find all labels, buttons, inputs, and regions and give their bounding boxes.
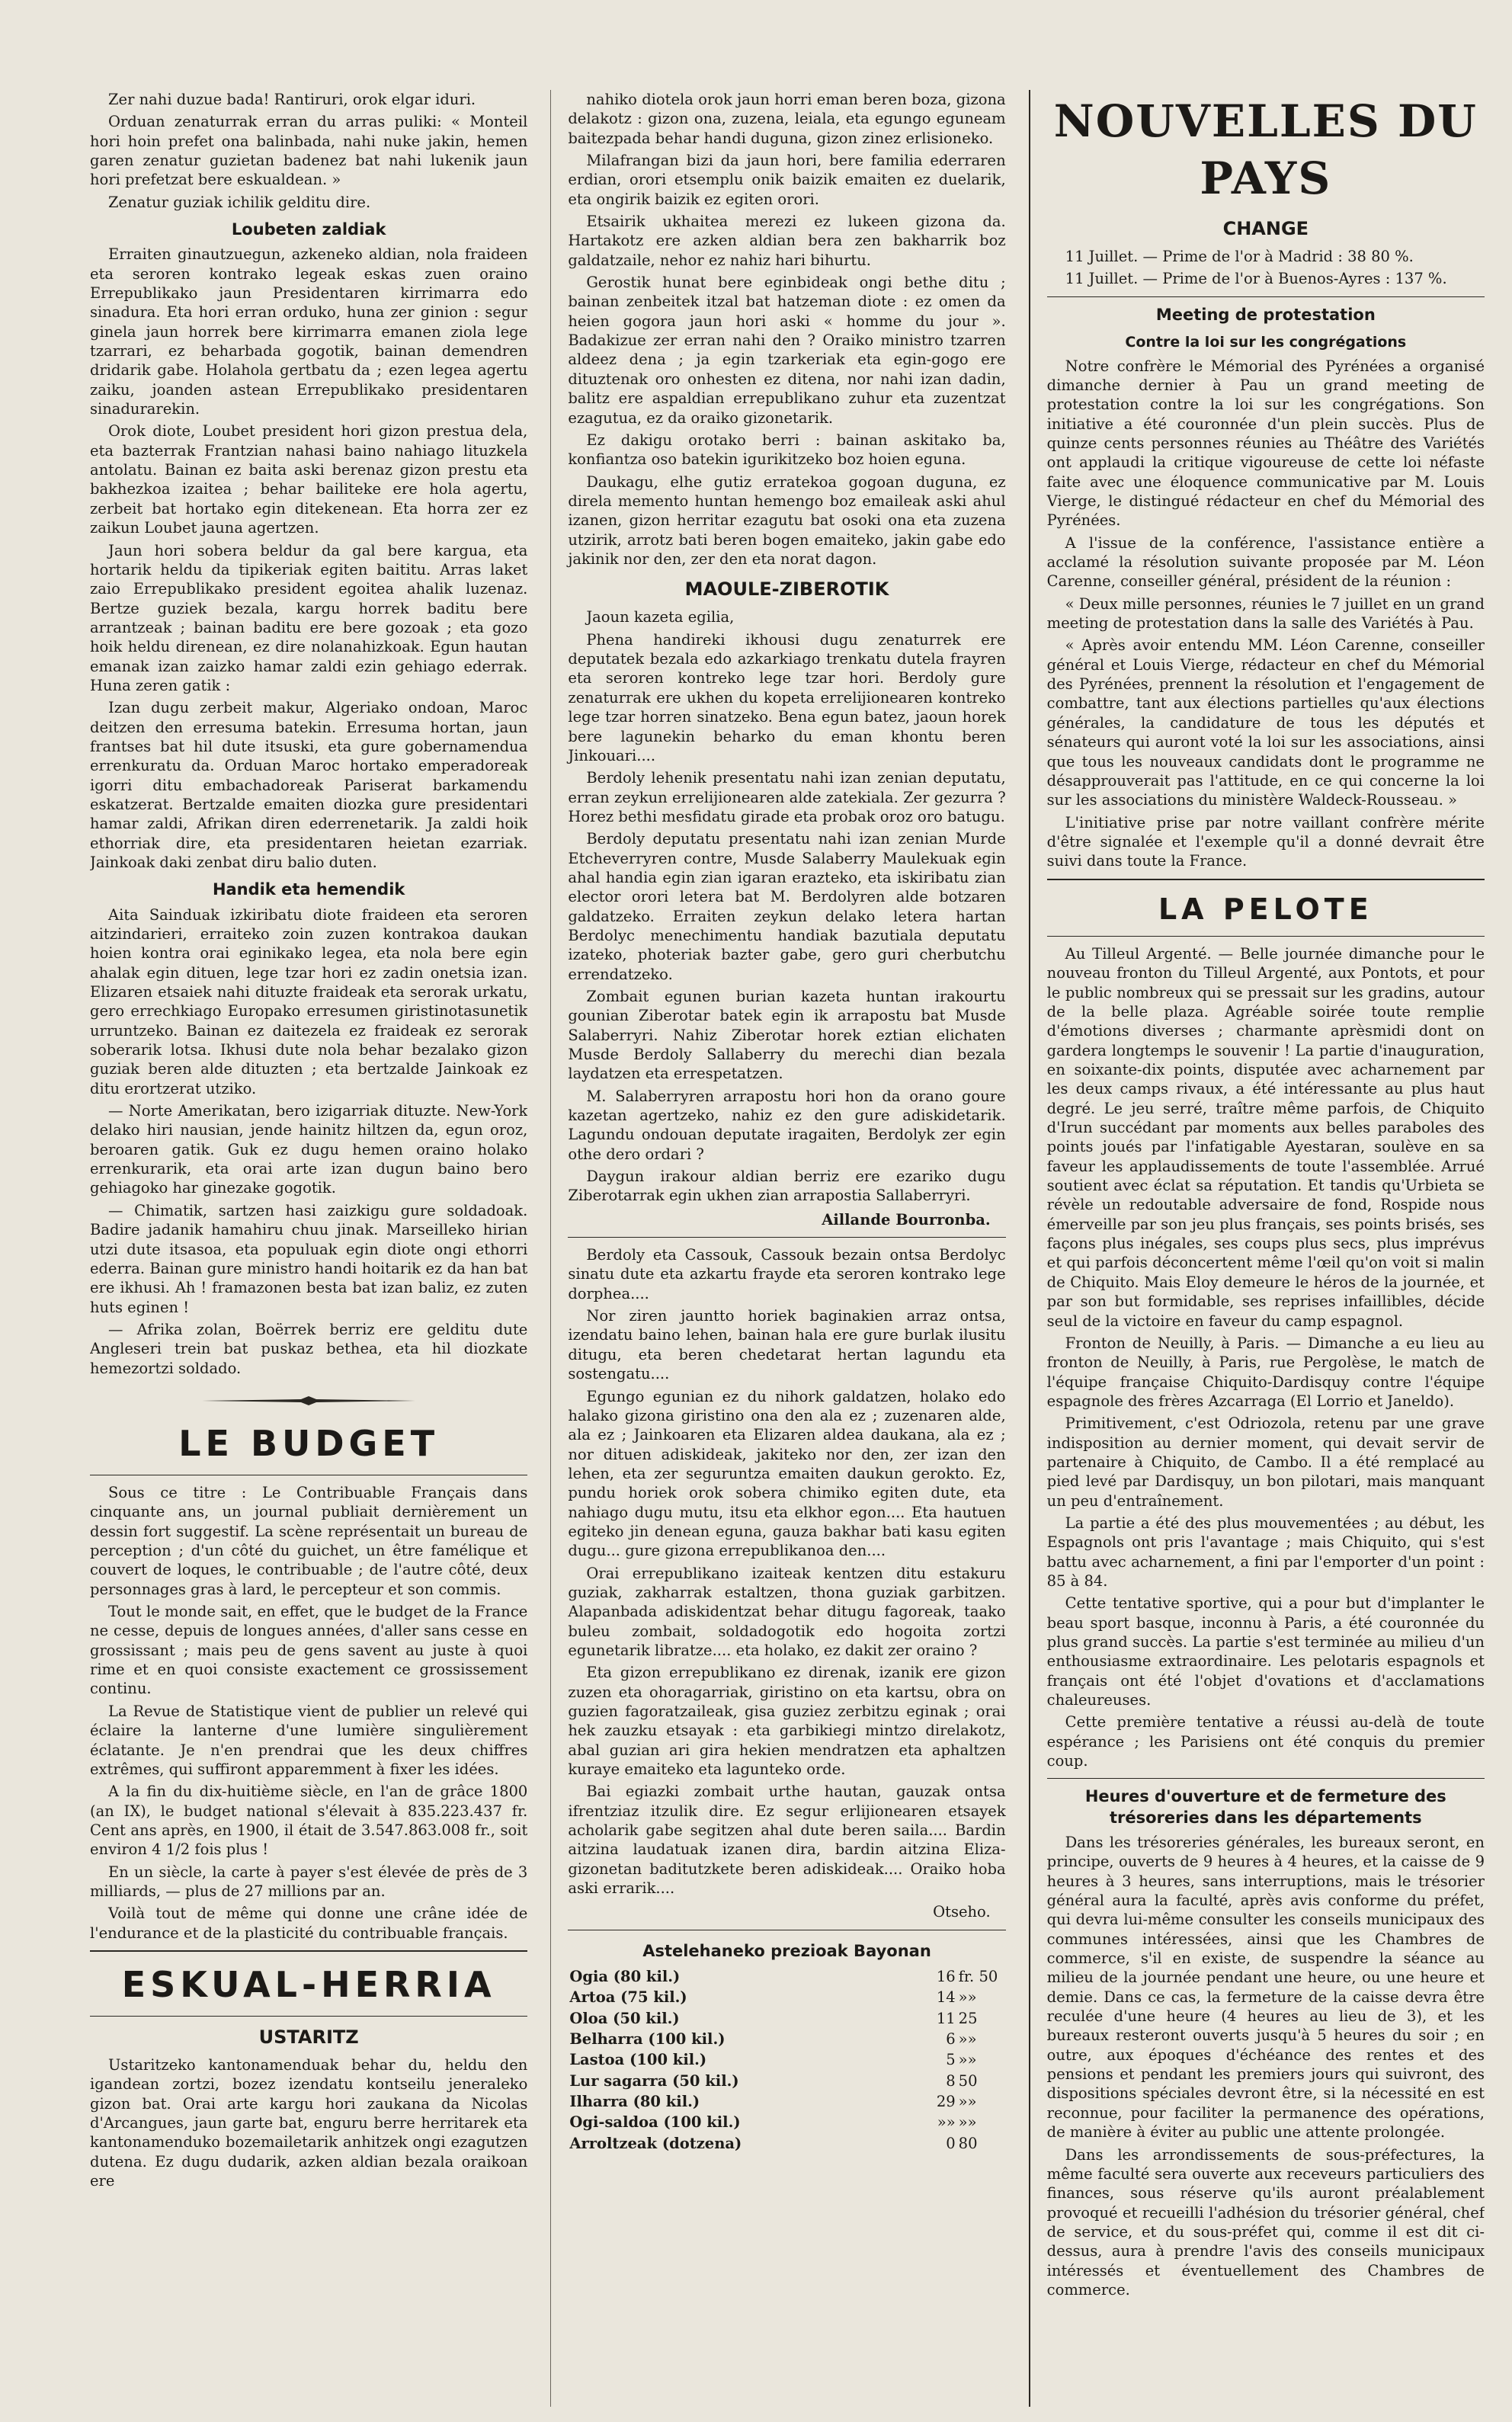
table-row <box>568 2112 1005 2132</box>
paragraph: Sous ce titre : Le Contribuable Français dans cinquante ans, un journal publiait dernièrement un dessin fort suggestif. La scène représentait un bureau de perception ; d'un côté du guichet, un être famélique et couvert de loques, le contribuable ; de l'autre côté, deux personnages gras à lard, le percepteur et son commis. <box>90 1484 528 1598</box>
price-item: Arroltzeak (dotzena) <box>569 2134 742 2152</box>
paragraph: Bai egiazki zombait urthe hautan, gauzak ontsa ifrentziaz itzulik dire. Ez segur erlijionearen etsayek acholarik gabe segitzen ahal dute beren saila.... Bardin aitzina laudatuak izanen dira, bardin aitzina Eliza-gizonetan baditutzkete beren adiskideak.... Oraiko hoba aski errarik.... <box>568 1783 1006 1898</box>
column-3 <box>1029 90 1485 2407</box>
price-cents: »» <box>958 2030 977 2049</box>
paragraph: Orduan zenaturrak erran du arras puliki: « Monteil hori hoin prefet ona balinbada, nahi nuke jakin, hemen garen zenatur guzietan badenez bat nahi lukenik jaun hori prefetzat bere eskualdean. » <box>90 113 528 189</box>
greeting: Jaoun kazeta egilia, <box>586 608 735 626</box>
table-row <box>568 2091 1005 2112</box>
price-value: 14 <box>936 1988 956 2007</box>
prices-table <box>568 1966 1005 2154</box>
divider <box>90 2016 527 2017</box>
divider <box>568 1237 1005 1238</box>
paragraph: Zer nahi duzue bada! Rantiruri, orok elgar iduri. <box>108 91 476 108</box>
price-cents: »» <box>958 2051 977 2069</box>
signature: Otseho. <box>933 1903 991 1921</box>
paragraph: Cette tentative sportive, qui a pour but d'implanter le beau sport basque, inconnu à Paris, a été couronnée du plus grand succès. La partie s'est terminée au milieu d'un enthousiasme extraordinaire. Les pelotaris espagnols et français ont été l'objet d'ovations et d'acclamations chaleureuses. <box>1046 1594 1485 1709</box>
paragraph: 11 Juillet. — Prime de l'or à Buenos-Ayres : 137 %. <box>1065 270 1447 288</box>
paragraph: La partie a été des plus mouvementées ; au début, les Espagnols ont pris l'avantage ; mais Chiquito, qui s'est battu avec acharnement, a fini par l'emporter d'un point : 85 à 84. <box>1046 1514 1485 1590</box>
paragraph: M. Salaberryren arrapostu hori hon da orano goure kazetan agertzeko, nahiz ez den gure adiskidetarik. Lagundu ondouan deputate iragaiten, Berdolyk zer egin othe dero ordari ? <box>568 1087 1006 1163</box>
column-2 <box>550 90 1005 2407</box>
paragraph: Egungo egunian ez du nihork galdatzen, holako edo halako gizona giristino ona den ala ez ; zuzenaren alde, ala ez ; Jainkoaren eta Elizaren aldea daukana, ala ez ; nor dituen adiskideak, jakiteko nor den, zer izan den lehen, eta zer seguruntza emaiten daukun gerokto. Ez, pundu horiek orok sobera chimiko egiten dute, eta nahiago dugu mutu, itsu eta elkhor egon.... Eta hautuen egiteko jin denean eguna, gauza bakhar bati kasu egiten dugu... gure gizona errepublikanoa den.... <box>568 1387 1006 1560</box>
paragraph: Ustaritzeko kantonamenduak behar du, heldu den igandean zortzi, bozez izendatu kontseilu jeneraleko gizon bat. Orai arte kargu hori zaukana da Nicolas d'Arcangues, jaun garte bat, enguru berre herritarek eta kantonamenduko bozemailetarik anhitzek ongi ezagutzen dutena. Ez dugu dudarik, azken aldian bezala oraikoan ere <box>90 2055 528 2190</box>
paragraph: La Revue de Statistique vient de publier un relevé qui éclaire la lanterne d'une lumière singulièrement éclatante. Je n'en prendrai que les deux chiffres extrêmes, qui suffiront apparemment à fixer les idées. <box>90 1702 528 1778</box>
paragraph: Milafrangan bizi da jaun hori, bere familia ederraren erdian, orori etsemplu onik baizik emaiten ez duelarik, eta ongirik baizik ez egiten orori. <box>568 152 1006 208</box>
paragraph: — Afrika zolan, Boërrek berriz ere gelditu dute Angleseri trein bat puskaz bethea, eta hil diozkate hemezortzi soldado. <box>90 1320 528 1377</box>
paragraph: Daygun irakour aldian berriz ere ezariko dugu Ziberotarrak egin ukhen zian arrapostia Sallaberryri. <box>568 1168 1006 1205</box>
eskual-herria-heading: ESKUAL-HERRIA <box>121 1963 496 2005</box>
table-row <box>568 2049 1005 2070</box>
paragraph: Zombait egunen burian kazeta huntan irakourtu gounian Ziberotar batek egin ik arrapostu bat Musde Salaberryri. Nahiz Ziberotar horek eztian elichaten Musde Berdoly Sallaberry du merechi dian bezala laydatzen eta errespetatzen. <box>568 987 1006 1083</box>
paragraph: Etsairik ukhaitea merezi ez lukeen gizona da. Hartakotz ere azken aldian bera zen bakharrik boz galdatzaile, nehor ez nahiz hari bihurtu. <box>568 213 1006 269</box>
section-subheading: Contre la loi sur les congrégations <box>1125 333 1407 351</box>
price-cents: 25 <box>958 2009 978 2027</box>
table-row <box>568 1987 1005 2007</box>
price-value: 16 <box>936 1968 956 1986</box>
paragraph: Tout le monde sait, en effet, que le budget de la France ne cesse, depuis de longues années, d'aller sans cesse en grossissant ; mais peu de gens savent au juste à quoi rime et en quoi consiste exactement ce grossissement continu. <box>90 1603 528 1698</box>
budget-heading: LE BUDGET <box>178 1423 440 1465</box>
price-value: 5 <box>946 2051 956 2069</box>
price-value: 29 <box>936 2093 956 2111</box>
section-heading: USTARITZ <box>258 2026 359 2048</box>
paragraph: En un siècle, la carte à payer s'est élevée de près de 3 milliards, — plus de 27 millions par an. <box>90 1863 528 1900</box>
paragraph: Ez dakigu orotako berri : bainan askitako ba, konfiantza oso batekin igurikitzeko boz hoien eguna. <box>568 431 1006 469</box>
masthead: NOUVELLES DU PAYS <box>1053 95 1478 205</box>
price-item: Artoa (75 kil.) <box>569 1988 687 2007</box>
paragraph: Jaun hori sobera beldur da gal bere kargua, eta hortarik heldu da tipikeriak egiten baititu. Arras laket zaio Errepublikako president egoitea ahalik luzenaz. Bertze guziek bezala, kargu horrek baditu bere arrantzeak ; bainan baditu ere bere gozoak ; eta gozo hoik heldu direnean, ez dire nolanahizkoak. Egun hautan emanak izan zaizko hamar zaldi ezin gehiago ederrak. Huna zeren gatik : <box>90 541 528 694</box>
price-cents: 50 <box>958 2071 978 2090</box>
section-heading: Meeting de protestation <box>1155 305 1376 324</box>
section-heading: Handik eta hemendik <box>212 880 405 899</box>
paragraph: Gerostik hunat bere eginbideak ongi bethe ditu ; bainan zenbeitek itzal bat hatzeman diote : ez omen da heien gogora jaun hori aski « homme du jour ». Badakizue zer erran nahi den ? Oraiko ministro tzarren aldeez dena ; ja egin tzarkeriak eta egin-gogo ere dituztenak oro onhesten ez ditena, nor nahi izan dadin, balitz ere aspaldian errepublikano zuhur eta zuzentzat ezagutua, ez da oraiko gizonetarik. <box>568 274 1006 427</box>
prices-heading: Astelehaneko prezioak Bayonan <box>642 1941 931 1960</box>
paragraph: Izan dugu zerbeit makur, Algeriako ondoan, Maroc deitzen den erresuma batekin. Erresuma hortan, jaun frantses bat hil dute itsuski, eta gure gobernamendua errenkuratu da. Orduan Maroc hortako emperadoreak igorri ditu embachadoreak Pariserat barkamendu eskatzerat. Bertzalde emaiten diozka gure presidentari hamar zaldi, Afrikan diren ederrenetarik. Ja zaldi hoik ethorriak dire, eta presidentaren heietan ezarriak. Jainkoak daki zenbat diru balio duten. <box>90 699 528 872</box>
divider <box>1047 1778 1485 1779</box>
paragraph: Dans les trésoreries générales, les bureaux seront, en principe, ouverts de 9 heures à 4 heures, et la caisse de 9 heures à 3 heures, sans interruptions, mais le trésorier général aura la faculté, après avis conforme du préfet, qui devra lui-même consulter les conseils municipaux des communes intéressées, ainsi que les Chambres de commerce, s'il en existe, de suspendre la séance au milieu de la journée pendant une heure, ou une heure et demie. Dans ce cas, la fermeture de la caisse devra être reculée d'une heure (4 heures au lieu de 3), et les bureaux resteront ouverts jusqu'à 5 heures du soir ; en outre, aux époques d'échéance des rentes et des pensions et pendant les premiers jours qui suivront, des dispositions spéciales devront être, si la nécessité en est reconnue, pour faciliter la permanence des opérations, de manière à éviter au public une attente prolongée. <box>1046 1834 1485 2142</box>
divider <box>90 1950 527 1952</box>
price-cents: »» <box>958 2093 977 2111</box>
column-1 <box>90 90 527 2407</box>
price-cents: »» <box>958 1988 977 2007</box>
price-item: Lastoa (100 kil.) <box>569 2051 707 2069</box>
price-item: Belharra (100 kil.) <box>569 2030 726 2049</box>
paragraph: Au Tilleul Argenté. — Belle journée dimanche pour le nouveau fronton du Tilleul Argenté, aux Pontots, et pour le public nombreux qui se pressait sur les gradins, autour de la belle plaza. Agréable soirée toute remplie d'émotions diverses ; charmante aprèsmidi dont on gardera longtemps le souvenir ! La partie d'inauguration, en soixante-dix points, disputée avec acharnement par les deux camps rivaux, a été intéressante au plus haut degré. Le jeu serré, traître même parfois, de Chiquito d'Irun succédant par moments aux belles paraboles des points joués par l'infatigable Ayestaran, soulève en sa faveur les applaudissements de toute l'assemblée. Arrué soutient avec éclat sa réputation. Et tandis qu'Urbieta se révèle un redoutable adversaire de fond, Rospide nous émerveille par son jeu plus français, ses points brisés, ses façons plus inégales, ses coups plus secs, plus imprévus et qui parfois déconcertent même l'œil qu'on voit si malin de Chiquito. Mais Eloy demeure le héros de la journée, et par son but formidable, ses reprises infaillibles, décide seul de la victoire en faveur du camp espagnol. <box>1046 944 1485 1330</box>
table-row <box>568 2008 1005 2029</box>
paragraph: Phena handireki ikhousi dugu zenaturrek ere deputatek bezala edo azkarkiago trenkatu dutela frayren eta seroren kontreko lege tzar hori. Berdoly gure zenaturrak ere ukhen du kopeta errelijionearen kontreko lege tzar horren sinatzeko. Bena egun batez, jaoun horek bere lagunekin beharko du eman khontu beren Jinkouari.... <box>568 630 1006 764</box>
paragraph: Orai errepublikano izaiteak kentzen ditu estakuru guziak, zakharrak estaltzen, thona guziak garbitzen. Alapanbada adiskidentzat behar ditugu fagoreak, taako buleu zombait, soldadogotik edo hogoita zortzi egunetarik libratze.... eta holako, ez dakit zer oraino ? <box>568 1564 1006 1659</box>
price-value: »» <box>937 2113 956 2132</box>
price-value: 0 <box>946 2134 956 2152</box>
paragraph: Primitivement, c'est Odriozola, retenu par une grave indisposition au dernier moment, qui devait servir de partenaire à Chiquito, de Cambo. Il a été remplacé au pied levé par Dardisquy, un bon pilotari, mais manquant un peu d'entraînement. <box>1046 1414 1485 1510</box>
price-item: Ilharra (80 kil.) <box>569 2093 700 2111</box>
price-item: Ogi-saldoa (100 kil.) <box>569 2113 741 2132</box>
price-value: 6 <box>946 2030 956 2049</box>
paragraph: Orok diote, Loubet president hori gizon prestua dela, eta bazterrak Frantzian nahasi baino nahiago lituzkela antolatu. Bainan ez baita aski berenaz gizon prestu eta bakhezkoa izaitea ; behar bailiteke ere hola agertu, zerbeit bat hortako egin ditekenean. Eta horra zer ez zaikun Loubet jauna agertzen. <box>90 422 528 537</box>
paragraph: A l'issue de la conférence, l'assistance entière a acclamé la résolution suivante proposée par M. Léon Carenne, conseiller général, président de la réunion : <box>1046 533 1485 591</box>
paragraph: Fronton de Neuilly, à Paris. — Dimanche a eu lieu au fronton de Neuilly, à Paris, rue Pergolèse, le match de l'équipe française Chiquito-Dardisquy contre l'équipe espagnole des frères Azcarraga (El Lorrio et Janeldo). <box>1046 1334 1485 1410</box>
paragraph: Zenatur guziak ichilik gelditu dire. <box>108 193 371 211</box>
paragraph: Nor ziren jauntto horiek baginakien arraz ontsa, izendatu baino lehen, bainan hala ere gure burlak ilusitu ditugu, eta beren chedetarat hertan lagundu eta sostengatu.... <box>568 1307 1006 1383</box>
section-heading: Loubeten zaldiak <box>231 220 386 239</box>
paragraph: « Après avoir entendu MM. Léon Carenne, conseiller général et Louis Vierge, rédacteur en chef du Mémorial des Pyrénées, prennent la résolution et l'engagement de combattre, tant aux élections partielles qu'aux élections générales, la candidature de tous les députés et sénateurs qui auront voté la loi sur les associations, ainsi que tous les nouveaux candidats dont le programme ne désapprouverait pas l'attitude, en ce qui concerne la loi sur les associations du ministère Waldeck-Rousseau. » <box>1046 636 1485 809</box>
price-cents: 80 <box>958 2134 978 2152</box>
divider <box>1047 936 1485 937</box>
paragraph: — Norte Amerikatan, bero izigarriak dituzte. New-York delako hiri nausian, jende hainitz hiltzen da, egun oroz, beroaren gatik. Guk ez dugu hemen oraino holako errenkurarik, eta orai arte izan dugun baino bero gehiagoko har ginezake gogotik. <box>90 1102 528 1197</box>
paragraph: Dans les arrondissements de sous-préfectures, la même faculté sera ouverte aux receveurs particuliers des finances, sous réserve qu'ils auront préalablement provoqué et recueilli l'adhésion du trésorier général, chef de service, et du sous-préfet qui, comme il est dit ci-dessus, aura à prendre l'avis des conseils municipaux intéressés et éventuellement des Chambres de commerce. <box>1046 2145 1485 2299</box>
paragraph: Daukagu, elhe gutiz erratekoa gogoan duguna, ez direla memento huntan hemengo boz emaileak aski ahul izanen, gizon herritar ezagutu bat osoki ona eta zuzena utzirik, arrotz bati beren bogen emaiteko, jakin gabe edo jakinik nor den, zer den eta norat dagon. <box>568 473 1006 568</box>
price-cents: fr. 50 <box>958 1968 998 1986</box>
paragraph: Eta gizon errepublikano ez direnak, izanik ere gizon zuzen eta ohoragarriak, giristino on eta kartsu, obra on guzien fagoratzaileak, gisa guziez zerbitzu eginak ; orai hek zauzku etsayak : eta garbikiegi mintzo direlakotz, abal guzian ari gira hekien mendratzen eta aphaltzen kuraye emaiteko eta lagunteko orde. <box>568 1664 1006 1779</box>
price-item: Oloa (50 kil.) <box>569 2009 680 2027</box>
signature: Aillande Bourronba. <box>822 1210 991 1229</box>
price-value: 8 <box>946 2071 956 2090</box>
pelote-heading: LA PELOTE <box>1158 892 1373 926</box>
paragraph: A la fin du dix-huitième siècle, en l'an de grâce 1800 (an IX), le budget national s'élevait à 835.223.437 fr. Cent ans après, en 1900, il était de 3.547.863.008 fr., soit environ 4 1/2 fois plus ! <box>90 1783 528 1859</box>
paragraph: nahiko diotela orok jaun horri eman beren boza, gizona delakotz : gizon ona, zuzena, leiala, eta egungo eguneam baitezpada behar handi duguna, gizon zinez erlisioneko. <box>568 91 1006 147</box>
section-heading: Heures d'ouverture et de fermeture des trésoreries dans les départements <box>1084 1787 1446 1827</box>
divider <box>1047 296 1485 297</box>
paragraph: « Deux mille personnes, réunies le 7 juillet en un grand meeting de protestation dans la salle des Variétés à Pau. <box>1046 594 1485 633</box>
paragraph: Berdoly deputatu presentatu nahi izan zenian Murde Etcheverryren contre, Musde Salaberry Maulekuak egin ahal handia egin zian igaran erazteko, eta iskiribatu zian elector orori letera bat M. Berdolyren alde botzaren galdatzeko. Erraiten zeykun delako letera hartan Berdolyc menechimentu handiak bazutiala deputatu izateko, photeriak bazter gabe, gero guri cherbutchu errendatzeko. <box>568 830 1006 983</box>
paragraph: 11 Juillet. — Prime de l'or à Madrid : 38 80 %. <box>1065 247 1414 265</box>
paragraph: Aita Sainduak izkiribatu diote fraideen eta seroren aitzindarieri, erraiteko zoin zuzen kontrakoa daukan hoien kontra orai eginikako legea, eta nola bere egin ahalak egin dituen, lege tzar hori ez zadin onetsia izan. Elizaren etsaiek nahi dituzte fraideak eta serorak urkatu, gero errechkiago Europako erresumen giristinotasunetik urruntzeko. Bainan ez daitezela ez fraideak ez serorak soberarik lotsa. Ikhusi dute nola behar bezalako gizon guziak beren alde dituzten ; eta bertzalde Jainkoak ez ditu erortzerat utziko. <box>90 905 528 1097</box>
paragraph: Berdoly lehenik presentatu nahi izan zenian deputatu, erran zeykun errelijionearen alde zatekiala. Zer gezurra ? Horez bethi mesfidatu girade eta probak oroz oro batugu. <box>568 769 1006 825</box>
paragraph: Cette première tentative a réussi au-delà de toute espérance ; les Parisiens ont été conquis du premier coup. <box>1046 1713 1485 1770</box>
paragraph: Berdoly eta Cassouk, Cassouk bezain ontsa Berdolyc sinatu dute eta azkartu frayde eta seroren kontrako lege dorphea.... <box>568 1246 1006 1302</box>
section-heading: CHANGE <box>1222 217 1309 239</box>
paragraph: L'initiative prise par notre vaillant confrère mérite d'être signalée et l'exemple qu'il a donné devrait être suivi dans toute la France. <box>1046 813 1485 870</box>
paragraph: Voilà tout de même qui donne une crâne idée de l'endurance et de la plasticité du contribuable français. <box>90 1905 528 1942</box>
ornament-line-icon <box>194 1395 423 1406</box>
price-cents: »» <box>958 2113 977 2132</box>
section-heading: MAOULE-ZIBEROTIK <box>684 578 889 601</box>
paragraph: Erraiten ginautzuegun, azkeneko aldian, nola fraideen eta seroren kontrako legeak eskas zuen oraino Errepublikako jaun Presidentaren kirrimarra edo sinadura. Eta hori erran orduko, huna zer ginion : segur ginela jaun horrek bere kirrimarra emanen ziola lege tzarrari, ez beharbada gogotik, bainan demendren dridarik gabe. Holahola gertbatu da ; ezen legea agertu zaiku, joanden astean Errepublikako presidentaren sinadurarekin. <box>90 245 528 418</box>
paragraph: Notre confrère le Mémorial des Pyrénées a organisé dimanche dernier à Pau un grand meeting de protestation contre la loi sur les congrégations. Son initiative a été couronnée d'un plein succès. Plus de quinze cents personnes réunies au Théâtre des Variétés ont applaudi la critique vigoureuse de cette loi néfaste faite avec une éloquence communicative par M. Louis Vierge, le distingué rédacteur en chef du Mémorial des Pyrénées. <box>1046 357 1485 530</box>
ornament-divider <box>90 1392 527 1411</box>
table-row <box>568 1966 1005 1987</box>
paragraph: — Chimatik, sartzen hasi zaizkigu gure soldadoak. Badire jadanik hamahiru chuu jinak. Marseilleko hirian utzi dute itsasoa, eta populuak egin diote ongi ethorri ederra. Bainan gure ministro handi hoitarik ez da han bat ere ikhusi. Ah ! framazonen besta bat izan baliz, ez zuten huts eginen ! <box>90 1201 528 1316</box>
table-row <box>568 2029 1005 2049</box>
divider <box>1047 879 1485 880</box>
price-item: Lur sagarra (50 kil.) <box>569 2071 739 2090</box>
table-row <box>568 2133 1005 2154</box>
table-row <box>568 2071 1005 2091</box>
price-value: 11 <box>936 2009 956 2027</box>
price-item: Ogia (80 kil.) <box>569 1968 681 1986</box>
